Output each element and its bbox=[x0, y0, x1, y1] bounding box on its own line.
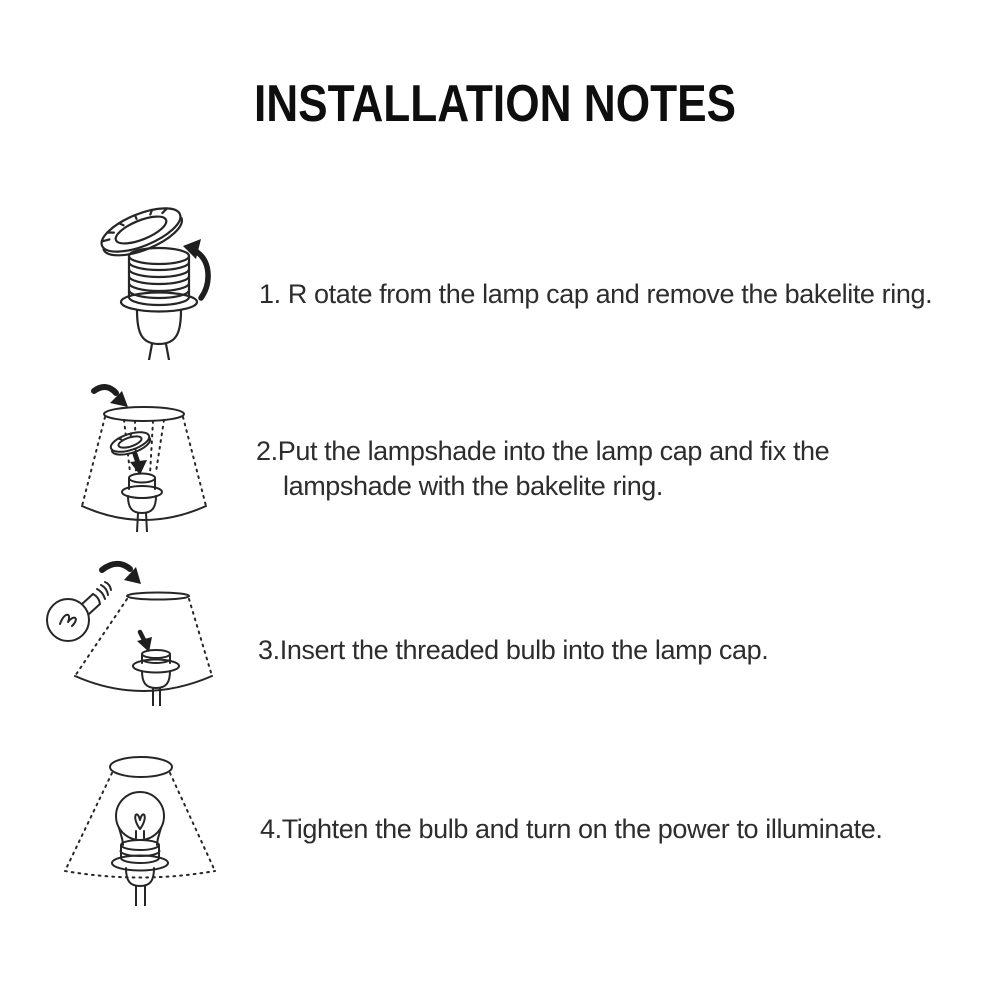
step-2-text bbox=[256, 434, 829, 504]
step-2-line-1: 2.Put the lampshade into the lamp cap and fix the bbox=[256, 436, 830, 466]
insert-direction-arrow-icon bbox=[94, 387, 128, 407]
step-2-illustration bbox=[72, 382, 212, 532]
lamp-cap-icon bbox=[133, 650, 179, 706]
drop-arrow-icon bbox=[130, 454, 147, 475]
light-bulb-icon bbox=[47, 582, 111, 641]
step-1-illustration bbox=[95, 200, 215, 360]
lamp-cap-icon bbox=[112, 840, 168, 906]
step-3-illustration bbox=[40, 556, 220, 706]
step-2-line-2: lampshade with the bakelite ring. bbox=[283, 471, 664, 501]
step-1-line-1: 1. R otate from the lamp cap and remove the bakelite ring. bbox=[259, 279, 933, 309]
finished-lamp-icon bbox=[55, 748, 220, 906]
insert-direction-arrow-icon bbox=[102, 564, 141, 584]
lamp-cap-icon bbox=[122, 474, 162, 533]
rotate-arrow-icon bbox=[183, 239, 208, 298]
drop-arrow-icon bbox=[137, 632, 152, 652]
bakelite-ring-icon bbox=[96, 200, 187, 264]
lamp-cap-remove-ring-icon bbox=[95, 200, 215, 360]
light-bulb-icon bbox=[116, 792, 164, 845]
page-title: INSTALLATION NOTES bbox=[253, 75, 737, 133]
step-4-illustration bbox=[55, 748, 220, 906]
step-3-text bbox=[258, 633, 768, 668]
bakelite-ring-icon bbox=[109, 428, 153, 458]
step-4-text bbox=[260, 812, 882, 847]
lamp-cap-threads-icon bbox=[121, 248, 197, 360]
step-3-line-1: 3.Insert the threaded bulb into the lamp cap. bbox=[258, 635, 769, 665]
lampshade-ring-drop-icon bbox=[72, 382, 212, 532]
step-4-line-1: 4.Tighten the bulb and turn on the power to illuminate. bbox=[260, 814, 883, 844]
step-1-text bbox=[259, 277, 932, 312]
bulb-insert-icon bbox=[40, 556, 220, 706]
